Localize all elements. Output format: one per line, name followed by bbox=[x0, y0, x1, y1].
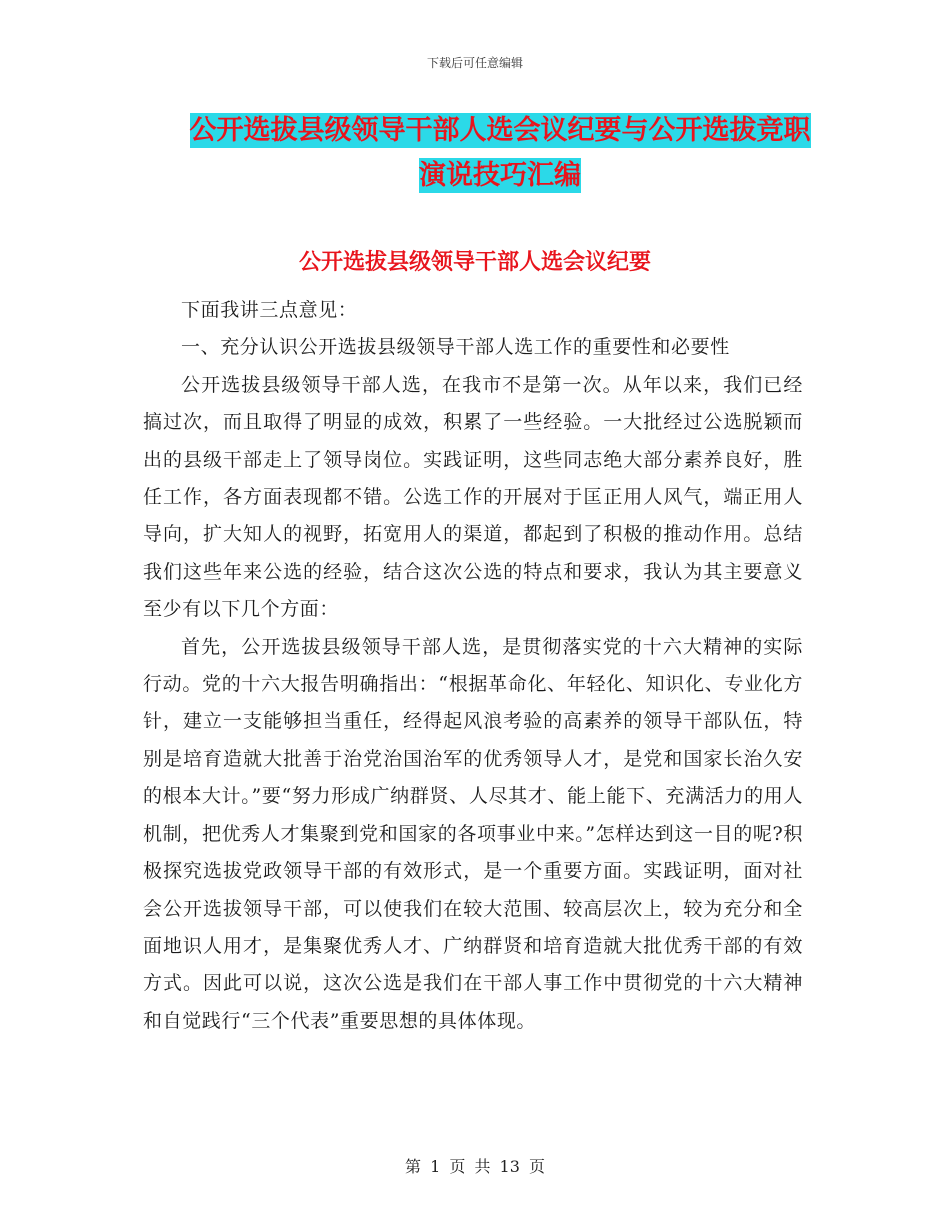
document-title-line-2: 演说技巧汇编 bbox=[419, 160, 581, 191]
document-title bbox=[140, 108, 860, 198]
paragraph: 公开选拔县级领导干部人选，在我市不是第一次。从年以来，我们已经搞过次，而且取得了明显的成效，积累了一些经验。一大批经过公选脱颖而出的县级干部走上了领导岗位。实践证明，这些同志绝大部分素养良好，胜任工作，各方面表现都不错。公选工作的开展对于匡正用人风气，端正用人导向，扩大知人的视野，拓宽用人的渠道，都起到了积极的推动作用。总结我们这些年来公选的经验，结合这次公选的特点和要求，我认为其主要意义至少有以下几个方面： bbox=[143, 373, 803, 621]
paragraph: 首先，公开选拔县级领导干部人选，是贯彻落实党的十六大精神的实际行动。党的十六大报告明确指出：“根据革命化、年轻化、知识化、专业化方针，建立一支能够担当重任，经得起风浪考验的高素养的领导干部队伍，特别是培育造就大批善于治党治国治军的优秀领导人才，是党和国家长治久安的根本大计。”要“努力形成广纳群贤、人尽其才、能上能下、充满活力的用人机制，把优秀人才集聚到党和国家的各项事业中来。”怎样达到这一目的呢?积极探究选拔党政领导干部的有效形式，是一个重要方面。实践证明，面对社会公开选拔领导干部，可以使我们在较大范围、较高层次上，较为充分和全面地识人用才，是集聚优秀人才、广纳群贤和培育造就大批优秀干部的有效方式。因此可以说，这次公选是我们在干部人事工作中贯彻党的十六大精神和自觉践行“三个代表”重要思想的具体体现。 bbox=[143, 635, 803, 1032]
section-title: 公开选拔县级领导干部人选会议纪要 bbox=[298, 250, 651, 275]
page-footer: 第 1 页 共 13 页 bbox=[405, 1157, 545, 1176]
document-title-line-1: 公开选拔县级领导干部人选会议纪要与公开选拔竞职 bbox=[189, 115, 811, 146]
paragraph: 一、充分认识公开选拔县级领导干部人选工作的重要性和必要性 bbox=[181, 336, 730, 359]
document-body bbox=[143, 292, 803, 1040]
paragraph: 下面我讲三点意见： bbox=[181, 299, 358, 321]
header-note: 下载后可任意编辑 bbox=[426, 56, 523, 70]
